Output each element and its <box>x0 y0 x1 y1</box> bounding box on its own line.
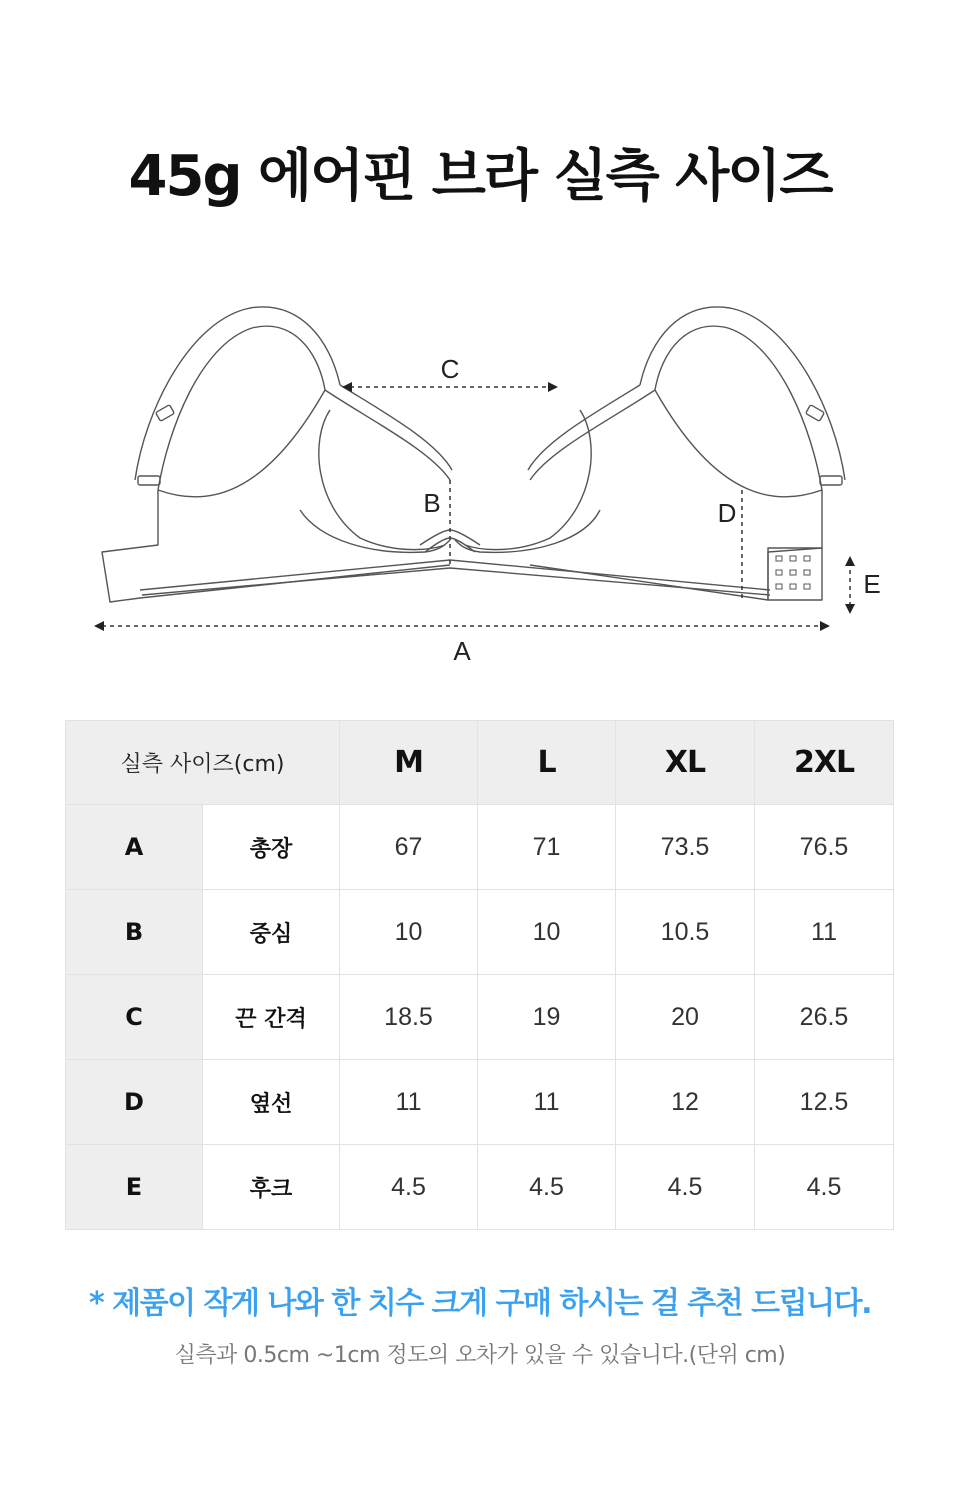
cell-value: 12.5 <box>755 1060 894 1145</box>
cell-value: 4.5 <box>755 1145 894 1230</box>
row-key: D <box>66 1060 203 1145</box>
cell-value: 76.5 <box>755 805 894 890</box>
size-header-l: L <box>478 721 616 805</box>
size-chart-table <box>65 720 894 1230</box>
dimension-c-label: C <box>440 354 460 384</box>
table-row <box>66 975 894 1060</box>
cell-value: 12 <box>616 1060 755 1145</box>
cell-value: 4.5 <box>616 1145 755 1230</box>
row-name: 끈 간격 <box>203 975 340 1060</box>
row-name: 총장 <box>203 805 340 890</box>
cell-value: 10 <box>340 890 478 975</box>
dimension-a-label: A <box>453 636 471 666</box>
size-header-m: M <box>340 721 478 805</box>
page-title: 45g 에어핀 브라 실측 사이즈 <box>128 144 832 209</box>
cell-value: 11 <box>755 890 894 975</box>
table-row <box>66 805 894 890</box>
cell-value: 11 <box>340 1060 478 1145</box>
size-header-xl: XL <box>616 721 755 805</box>
dimension-e-label: E <box>863 569 881 599</box>
cell-value: 73.5 <box>616 805 755 890</box>
cell-value: 20 <box>616 975 755 1060</box>
size-header-label: 실측 사이즈(cm) <box>66 721 340 805</box>
cell-value: 67 <box>340 805 478 890</box>
bra-measurement-diagram <box>80 290 900 680</box>
cell-value: 10 <box>478 890 616 975</box>
cell-value: 10.5 <box>616 890 755 975</box>
cell-value: 4.5 <box>478 1145 616 1230</box>
size-recommendation-note: * 제품이 작게 나와 한 치수 크게 구매 하시는 걸 추천 드립니다. <box>89 1286 871 1321</box>
row-name: 후크 <box>203 1145 340 1230</box>
bra-illustration <box>80 290 900 680</box>
dimension-d-label: D <box>717 498 737 528</box>
row-key: A <box>66 805 203 890</box>
row-name: 옆선 <box>203 1060 340 1145</box>
table-row <box>66 1060 894 1145</box>
row-key: B <box>66 890 203 975</box>
row-name: 중심 <box>203 890 340 975</box>
table-row <box>66 890 894 975</box>
size-header-2xl: 2XL <box>755 721 894 805</box>
cell-value: 26.5 <box>755 975 894 1060</box>
cell-value: 4.5 <box>340 1145 478 1230</box>
row-key: E <box>66 1145 203 1230</box>
tolerance-note: 실측과 0.5cm ~1cm 정도의 오차가 있을 수 있습니다.(단위 cm) <box>174 1343 786 1368</box>
row-key: C <box>66 975 203 1060</box>
cell-value: 11 <box>478 1060 616 1145</box>
cell-value: 18.5 <box>340 975 478 1060</box>
cell-value: 19 <box>478 975 616 1060</box>
dimension-b-label: B <box>423 488 441 518</box>
size-header-row <box>66 721 894 805</box>
table-row <box>66 1145 894 1230</box>
cell-value: 71 <box>478 805 616 890</box>
